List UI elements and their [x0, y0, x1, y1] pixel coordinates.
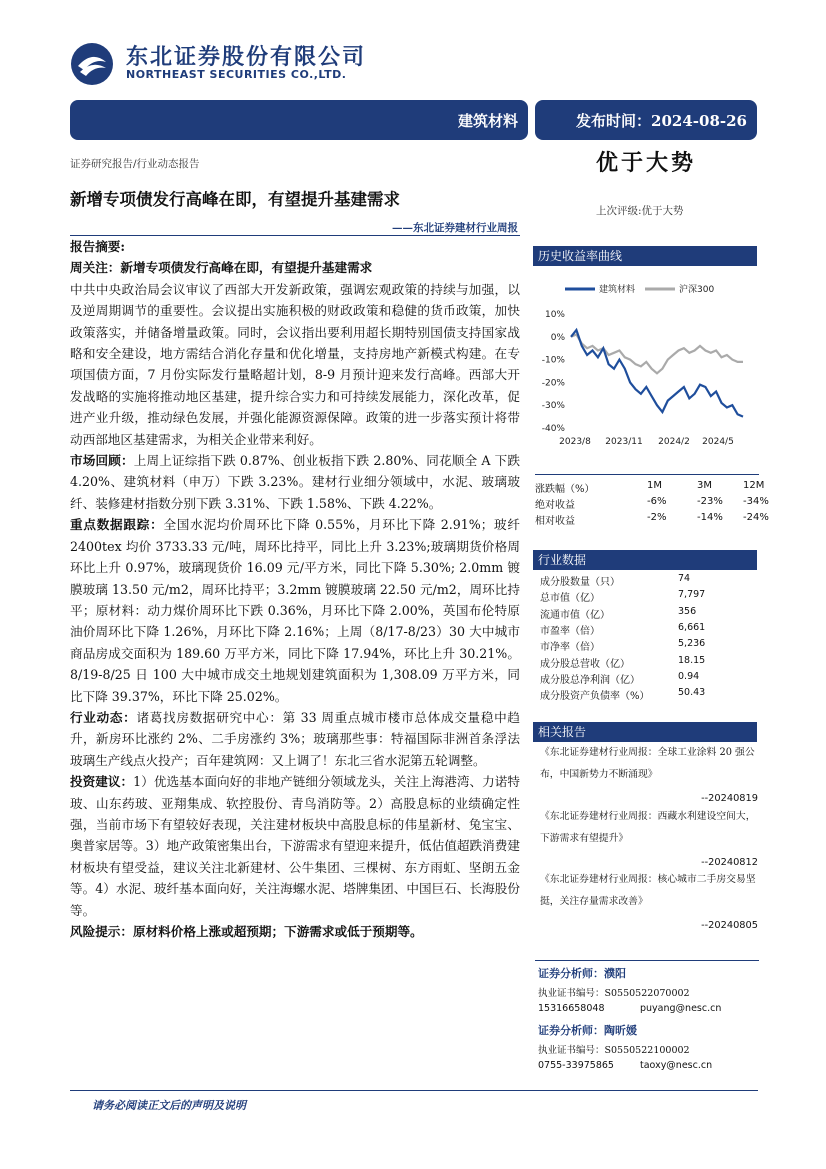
- invest-text: 1）优选基本面向好的非地产链细分领域龙头，关注上海港湾、力诺特玻、山东药玻、亚翔集成、软控股份、青鸟消防等。2）高股息标的业绩确定性强，当前市场下有望较好表现，关注建材板块中高股息标的伟星新材、兔宝宝、奥普家居等。3）地产政策密集出台，下游需求有望迎来提升，低估值超跌消费建材板块有望受益，建议关注北新建材、公牛集团、三棵树、东方雨虹、坚朗五金等。4）水泥、玻纤基本面向好，关注海螺水泥、塔牌集团、中国巨石、长海股份等。: [70, 774, 520, 918]
- perf-row: [535, 496, 769, 511]
- industry-data-row: [540, 622, 750, 637]
- analyst-email[interactable]: taoxy@nesc.cn: [640, 1060, 713, 1071]
- perf-cell: 绝对收益: [535, 500, 575, 511]
- x-axis: [559, 437, 734, 447]
- return-chart: [533, 272, 759, 452]
- x-tick-label: 2023/8: [559, 437, 591, 447]
- company-name-cn: 东北证券股份有限公司: [126, 45, 367, 70]
- y-tick-label: -20%: [541, 378, 565, 389]
- industry-data-row: [540, 638, 750, 653]
- analyst-name: 证券分析师：陶昕媛: [538, 1024, 637, 1037]
- industry-data-value: 18.15: [678, 654, 706, 666]
- perf-cell: 相对收益: [535, 516, 575, 527]
- rating: 优于大势: [596, 150, 697, 176]
- industry-data-key: 成分股总营收（亿）: [540, 658, 630, 670]
- industry-data-row: [540, 687, 750, 702]
- related-reports-header: 相关报告: [533, 722, 757, 742]
- summary-heading: 报告摘要:: [70, 239, 126, 254]
- industry-data-row: [540, 589, 750, 604]
- perf-header-row: [535, 480, 765, 495]
- publish-date: 发布时间：2024-08-26: [576, 111, 747, 130]
- market-review: [70, 450, 520, 514]
- report-summary: [70, 236, 520, 942]
- industry-data-row: [540, 573, 750, 588]
- related-report-date: --20240819: [701, 793, 758, 804]
- perf-cell: -34%: [743, 496, 769, 507]
- y-tick-label: -30%: [541, 401, 565, 412]
- x-tick-label: 2023/11: [605, 437, 643, 447]
- focus-heading: 周关注：新增专项债发行高峰在即，有望提升基建需求: [70, 260, 373, 276]
- company-name-en: NORTHEAST SECURITIES CO.,LTD.: [126, 68, 347, 81]
- publish-date-banner: [535, 100, 757, 140]
- industry-news: [70, 707, 520, 771]
- analyst-email[interactable]: puyang@nesc.cn: [640, 1003, 722, 1014]
- analyst-phone: 0755-33975865: [538, 1060, 614, 1071]
- market-text: 上周上证综指下跌 0.87%、创业板指下跌 2.80%、同花顺全 A 下跌 4.20%、建筑材料（申万）下跌 3.23%。建材行业细分领域中，水泥、玻璃玻纤、装修建材指数分别下跌 3.31%、下跌 1.58%、下跌 4.22%。: [70, 453, 521, 511]
- page-title: 新增专项债发行高峰在即，有望提升基建需求: [70, 190, 400, 209]
- perf-row: [535, 512, 769, 527]
- related-report-link[interactable]: 《东北证券建材行业周报：西藏水利建设空间大，下游需求有望提升》: [540, 811, 756, 844]
- related-report-link[interactable]: 《东北证券建材行业周报：核心城市二手房交易坚挺，关注存量需求改善》: [540, 874, 756, 907]
- company-logo: [70, 42, 114, 86]
- analyst-name: 证券分析师：濮阳: [538, 967, 626, 980]
- industry-data-key: 流通市值（亿）: [540, 609, 610, 621]
- industry-data-value: 356: [678, 605, 697, 617]
- x-tick-label: 2024/2: [658, 437, 690, 447]
- perf-cell: 1M: [647, 480, 662, 491]
- data-tracking: [70, 514, 520, 707]
- analyst-cert: 执业证书编号：S0550522070002: [538, 988, 690, 999]
- breadcrumb: 证券研究报告/行业动态报告: [70, 158, 200, 170]
- industry-data-row: [540, 655, 750, 670]
- perf-cell: 12M: [743, 480, 765, 491]
- series-line: [571, 335, 743, 374]
- footer-divider: [70, 1090, 758, 1091]
- industry-data-value: 50.43: [678, 687, 706, 699]
- industry-data-key: 成分股数量（只）: [540, 577, 620, 588]
- industry-text: 诸葛找房数据研究中心：第 33 周重点城市楼市总体成交量稳中趋升，新房环比涨约 2%、二手房涨约 3%；玻璃那些事：特福国际非洲首条浮法玻璃生产线点火投产；百年建筑网：又上调了！东北三省水泥第五轮调整。: [70, 709, 520, 768]
- data-text: 全国水泥均价周环比下降 0.55%，月环比下降 2.91%；玻纤 2400tex 均价 3733.33 元/吨，周环比持平，同比上升 3.23%;玻璃期货价格周环比上升 0.97%，玻璃现货价 16.09 元/平方米，同比下降 5.30%; 2.0mm 镀膜玻璃 13.50 元/m2，周环比持平；3.2mm 镀膜玻璃 22.50 元/m2，周环比持平；原材料：动力煤价周环比下跌 0.36%，月环比下降 2.00%，英国布伦特原油价周环比下降 1.26%，月环比下降 2.16%；上周（8/17-8/23）30 大中城市商品房成交面积为 189.60 万平方米，同比下降 17.94%，环比上升 30.21%。8/19-8/25 日 100 大中城市成交土地规划建筑面积为 1,308.09 万平方米，同比下降 39.37%，环比下降 25.02%。: [70, 517, 520, 704]
- y-axis: [542, 310, 566, 434]
- industry-data-key: 市净率（倍）: [540, 642, 600, 654]
- industry-data-key: 成分股资产负债率（%）: [540, 691, 650, 703]
- chart-header: 历史收益率曲线: [533, 246, 757, 266]
- chart-legend: [565, 283, 714, 295]
- perf-divider: [535, 474, 759, 475]
- related-report-link[interactable]: 《东北证券建材行业周报：全球工业涂料 20 强公布，中国新势力不断涌现》: [540, 747, 755, 780]
- x-tick-label: 2024/5: [702, 437, 734, 447]
- y-tick-label: -10%: [541, 355, 565, 366]
- industry-data-value: 5,236: [678, 638, 706, 650]
- y-tick-label: -40%: [541, 424, 565, 434]
- industry-data-row: [540, 671, 750, 686]
- industry-data-key: 成分股总净利润（亿）: [540, 674, 640, 686]
- perf-cell: -2%: [647, 512, 667, 523]
- chart-lines: [571, 330, 743, 417]
- industry-data-value: 7,797: [678, 589, 706, 601]
- invest-label: 投资建议：: [70, 774, 134, 790]
- analyst-phone: 15316658048: [538, 1003, 605, 1014]
- previous-rating: 上次评级:优于大势: [596, 205, 684, 217]
- legend-label: 建筑材料: [599, 285, 636, 295]
- legend-label: 沪深300: [679, 285, 715, 295]
- page-subtitle: ——东北证券建材行业周报: [392, 222, 518, 234]
- analyst-cert: 执业证书编号：S0550522100002: [538, 1045, 690, 1056]
- industry-label: 行业动态：: [70, 709, 137, 725]
- perf-cell: -6%: [647, 496, 667, 507]
- risk-warning: 风险提示：原材料价格上涨或超预期；下游需求或低于预期等。: [70, 924, 423, 939]
- sector-label: 建筑材料: [457, 111, 518, 130]
- industry-data-value: 74: [678, 573, 691, 584]
- industry-data-value: 0.94: [678, 670, 700, 682]
- investment-advice: [70, 771, 520, 921]
- industry-data-header: 行业数据: [533, 550, 757, 570]
- analyst-divider: [535, 960, 759, 961]
- perf-cell: -24%: [743, 512, 769, 523]
- market-label: 市场回顾：: [70, 453, 134, 469]
- sector-banner: [70, 100, 528, 140]
- perf-cell: -14%: [697, 512, 723, 523]
- perf-cell: 3M: [697, 480, 712, 491]
- data-label: 重点数据跟踪：: [70, 517, 164, 533]
- related-report-date: --20240805: [701, 920, 758, 931]
- y-tick-label: 10%: [544, 310, 565, 320]
- related-report-date: --20240812: [701, 857, 758, 868]
- perf-cell: 涨跌幅（%）: [535, 484, 595, 495]
- perf-cell: -23%: [697, 496, 723, 507]
- industry-data-key: 市盈率（倍）: [540, 625, 600, 637]
- industry-data-key: 总市值（亿）: [540, 593, 600, 605]
- industry-data-row: [540, 606, 750, 621]
- industry-data-value: 6,661: [678, 621, 706, 633]
- focus-paragraph: 中共中央政治局会议审议了西部大开发新政策，强调宏观政策的持续与加强，以及逆周期调节的重要性。会议提出实施积极的财政政策和稳健的货币政策，加快政策落实，并储备增量政策。同时，会议指出要利用超长期特别国债支持国家战略和安全建设，地方需结合消化存量和优化增量，支持房地产新模式构建。在专项国债方面，7 月份实际发行量略超计划，8-9 月预计迎来发行高峰。西部大开发战略的实施将推动地区基建，提升综合实力和可持续发展能力，深化改革，促进产业升级，推动绿色发展，并强化能源资源保障。政策的进一步落实预计将带动西部地区基建需求，为相关企业带来利好。: [70, 281, 520, 447]
- y-tick-label: 0%: [550, 332, 565, 343]
- footer-disclaimer: 请务必阅读正文后的声明及说明: [92, 1099, 246, 1112]
